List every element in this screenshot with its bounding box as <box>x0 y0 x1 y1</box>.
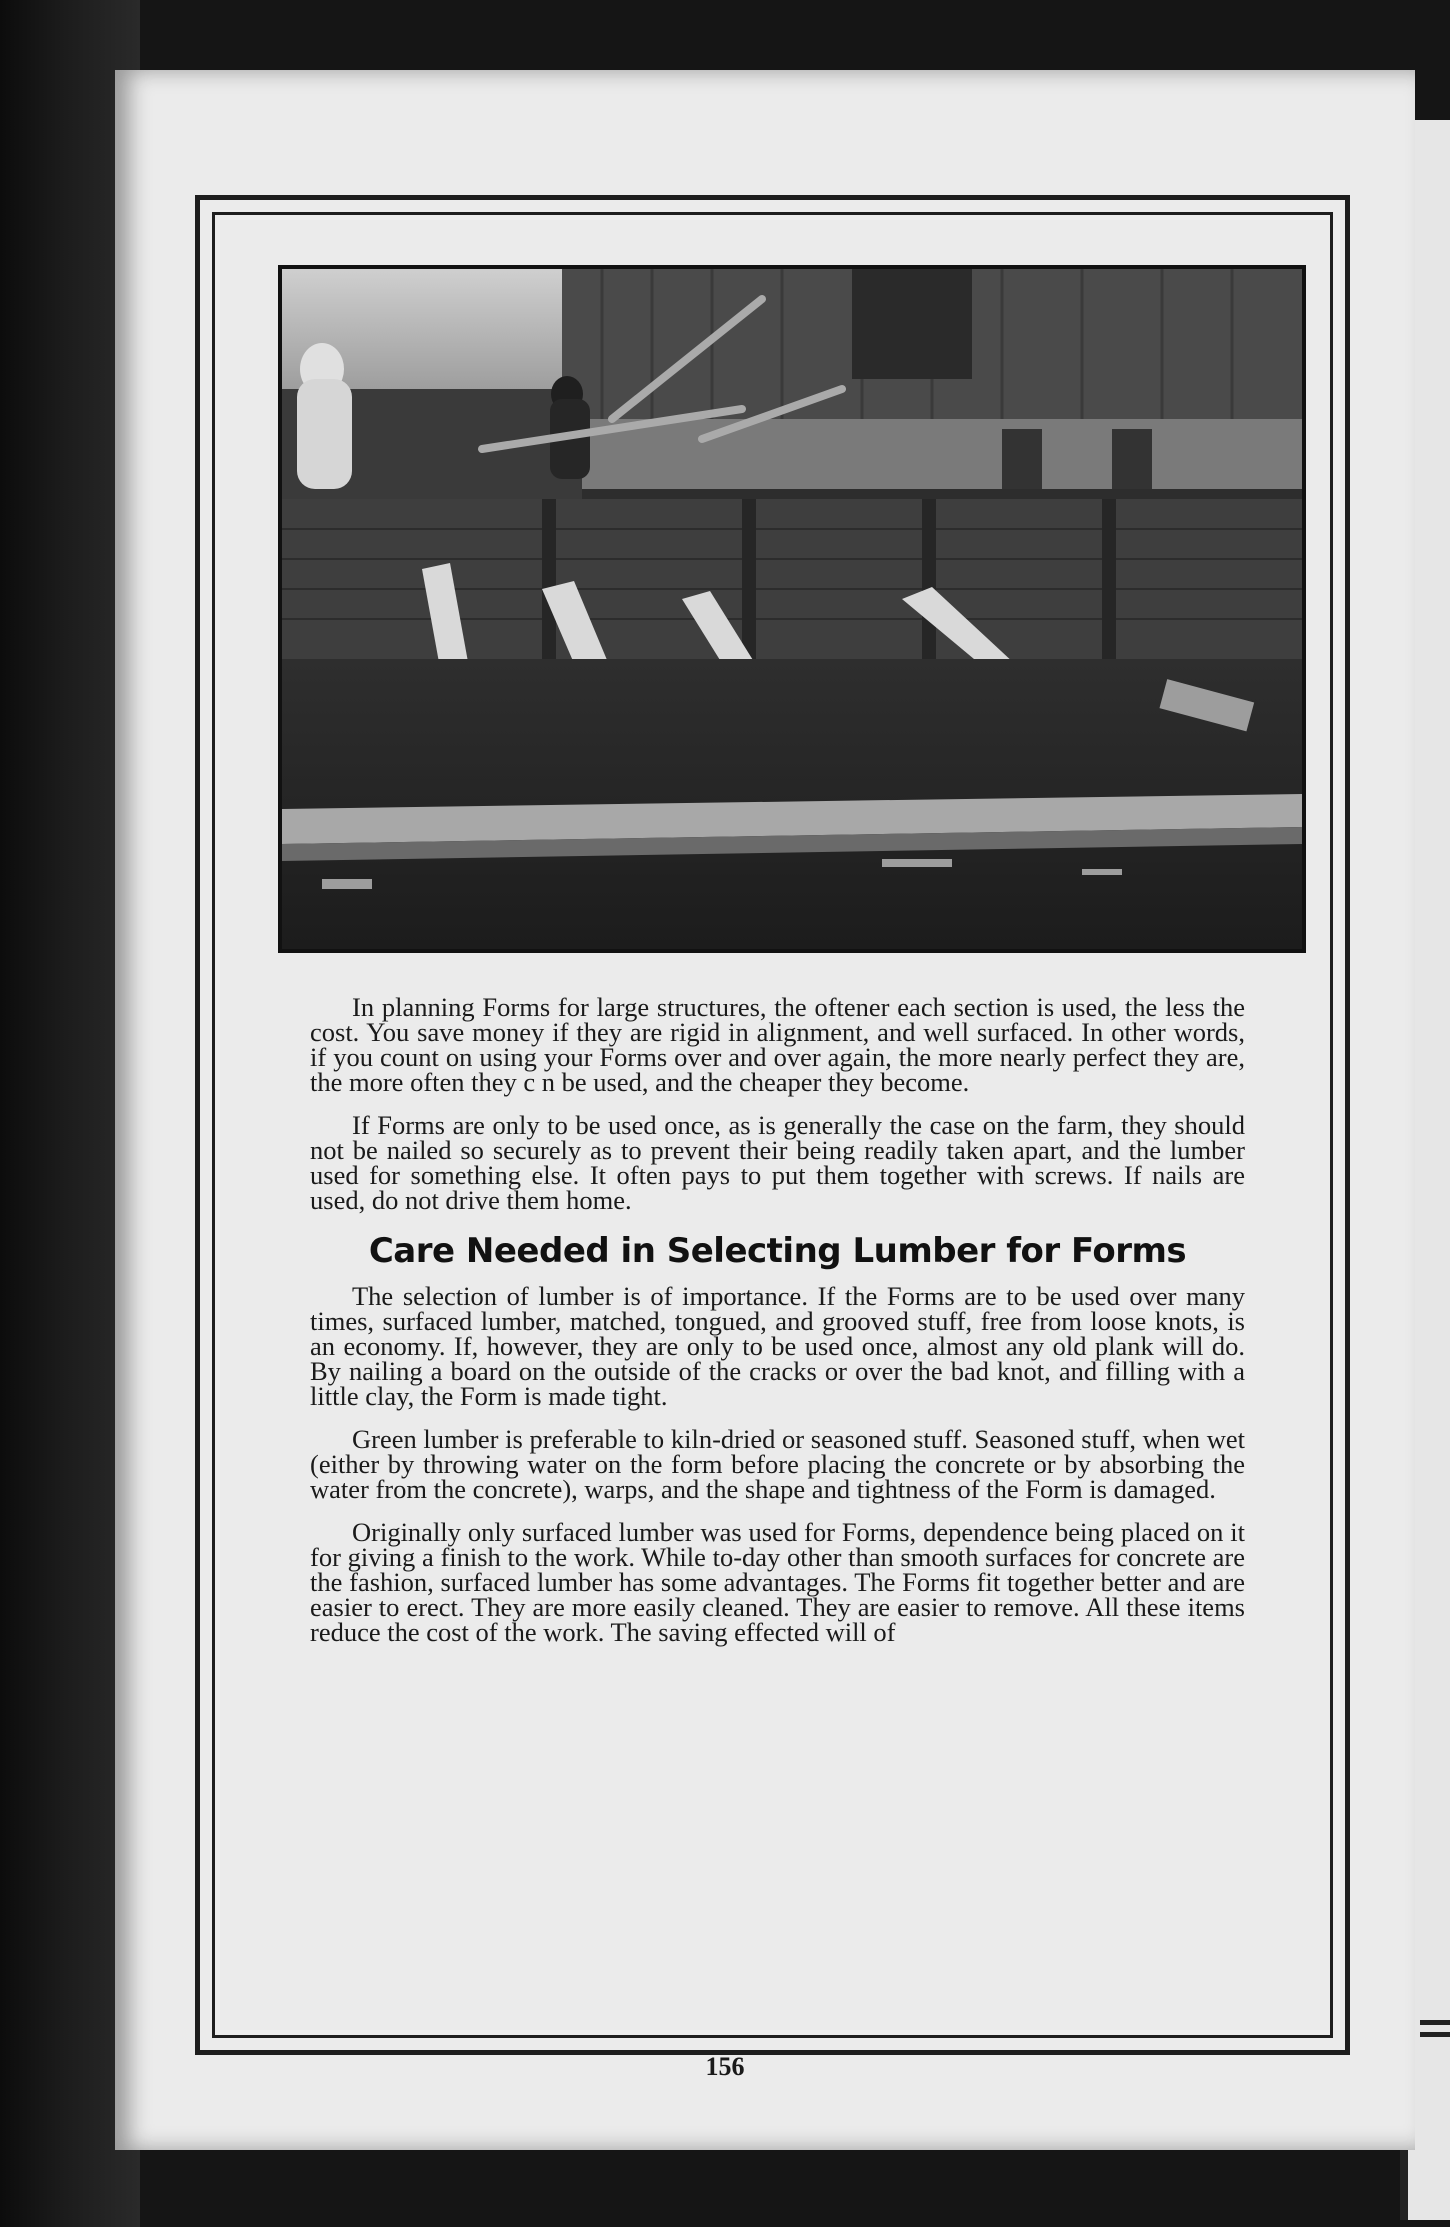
page-number: 156 <box>705 2052 745 2081</box>
section-heading: Care Needed in Selecting Lumber for Forms <box>368 1231 1187 1271</box>
paragraph-1: In planning Forms for large structures, the oftener each section is used, the less the cost. You save money if they are rigid in alignment, and well surfaced. In other words, if you count on using your Forms over and over again, the more nearly perfect they are, the more often they c n be used, and the cheaper they become. <box>310 992 1245 1097</box>
construction-photo <box>278 265 1306 953</box>
photo-illustration <box>282 269 1302 949</box>
paragraph-3: The selection of lumber is of importance. If the Forms are to be used over many times, surfaced lumber, matched, tongued, and grooved stuff, free from loose knots, is an economy. If, however, they are only to be used once, almost any old plank will do. By nailing a board on the outside of the cracks or over the bad knot, and filling with a little clay, the Form is made tight. <box>310 1281 1245 1411</box>
paragraph-4: Green lumber is preferable to kiln-dried or seasoned stuff. Seasoned stuff, when wet (either by throwing water on the form before placing the concrete or by absorbing the water from the concrete), warps, and the shape and tightness of the Form is damaged. <box>310 1424 1245 1504</box>
paragraph-2: If Forms are only to be used once, as is generally the case on the farm, they should not be nailed so securely as to prevent their being readily taken apart, and the lumber used for something else. It often pays to put them together with screws. If nails are used, do not drive them home. <box>310 1110 1245 1215</box>
body-text <box>310 992 1245 1663</box>
paragraph-5: Originally only surfaced lumber was used for Forms, dependence being placed on it for giving a finish to the work. While to-day other than smooth surfaces for concrete are the fashion, surfaced lumber has some advantages. The Forms fit together better and are easier to erect. They are more easily cleaned. They are easier to remove. All these items reduce the cost of the work. The saving effected will of <box>310 1517 1245 1647</box>
